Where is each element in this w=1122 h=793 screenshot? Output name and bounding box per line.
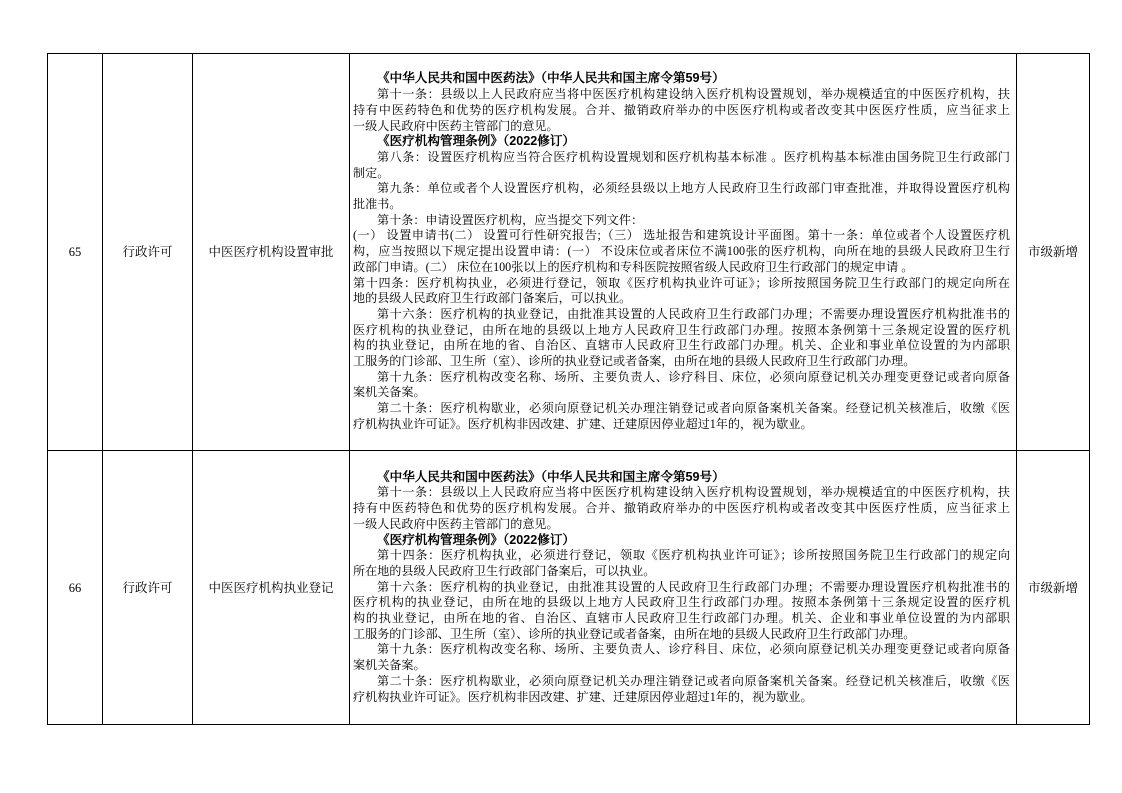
text-line: 第十九条：医疗机构改变名称、场所、主要负责人、诊疗科目、床位，必须向原登记机关办理变更登记或者向原备 xyxy=(377,369,1010,384)
article-paragraph xyxy=(353,228,1010,275)
text-line: 持有中医药特色和优势的医疗机构发展。合并、撤销政府举办的中医医疗机构或者改变其中医医疗性质，应当征求上 xyxy=(353,102,1010,117)
text-line: 构的执业登记，由所在地的省、自治区、直辖市人民政府卫生行政部门办理。机关、企业和事业单位设置的为内部职 xyxy=(353,611,1010,626)
text-line: 制定。 xyxy=(353,165,390,180)
text-line: 《中华人民共和国中医药法》（中华人民共和国主席令第59号） xyxy=(377,71,725,86)
law-title xyxy=(353,71,1010,87)
article-paragraph xyxy=(353,674,1010,705)
article-paragraph xyxy=(353,485,1010,532)
text-line: 持有中医药特色和优势的医疗机构发展。合并、撤销政府举办的中医医疗机构或者改变其中医医疗性质，应当征求上 xyxy=(353,501,1010,516)
text-line: 第十四条：医疗机构执业，必须进行登记，领取《医疗机构执业许可证》；诊所按照国务院卫生行政部门的规定向 xyxy=(377,548,1010,563)
article-paragraph xyxy=(353,401,1010,432)
text-line: 地的县级人民政府卫生行政部门备案后，可以执业。 xyxy=(353,291,632,306)
text-line: 第十六条：医疗机构的执业登记，由批准其设置的人民政府卫生行政部门办理；不需要办理设置医疗机构批准书的 xyxy=(377,579,1010,594)
text-line: 疗机构执业许可证》。医疗机构非因改建、扩建、迁建原因停业超过1年的，视为歇业。 xyxy=(353,689,813,704)
text-line: 第十条：申请设置医疗机构，应当提交下列文件： xyxy=(377,212,644,227)
legal-basis-cell xyxy=(350,451,1017,725)
item-level: 市级新增 xyxy=(1017,54,1090,451)
item-category: 行政许可 xyxy=(103,451,193,725)
licensing-items-table xyxy=(47,53,1090,725)
article-paragraph xyxy=(353,548,1010,579)
text-line: 政部门申请。(二） 床位在100张以上的医疗机构和专科医院按照省级人民政府卫生行政部门的规定申请 。 xyxy=(353,259,914,274)
text-line: 案机关备案。 xyxy=(353,385,426,400)
text-line: 构的执业登记，由所在地的省、自治区、直辖市人民政府卫生行政部门办理。机关、企业和事业单位设置的为内部职 xyxy=(353,338,1010,353)
item-name: 中医医疗机构执业登记 xyxy=(193,451,350,725)
item-number: 66 xyxy=(48,451,103,725)
article-paragraph xyxy=(353,150,1010,181)
text-line: 第十一条：县级以上人民政府应当将中医医疗机构建设纳入医疗机构设置规划，举办规模适宜的中医医疗机构，扶 xyxy=(377,87,1010,102)
article-paragraph xyxy=(353,580,1010,643)
item-level: 市级新增 xyxy=(1017,451,1090,725)
article-paragraph xyxy=(353,370,1010,401)
table-row xyxy=(48,451,1090,725)
article-paragraph xyxy=(353,307,1010,370)
text-line: 第二十条：医疗机构歇业，必须向原登记机关办理注销登记或者向原备案机关备案。经登记机关核准后，收缴《医 xyxy=(377,401,1010,416)
text-line: 医疗机构的执业登记，由所在地的县级以上地方人民政府卫生行政部门办理。按照本条例第十三条规定设置的医疗机 xyxy=(353,322,1010,337)
text-line: 批准书。 xyxy=(353,197,402,212)
text-line: 一级人民政府中医药主管部门的意见。 xyxy=(353,118,559,133)
law-title xyxy=(353,533,1010,549)
legal-basis-cell xyxy=(350,54,1017,451)
text-line: 构，应当按照以下规定提出设置申请：(一） 不设床位或者床位不满100张的医疗机构，向所在地的县级人民政府卫生行 xyxy=(353,244,1010,259)
item-number: 65 xyxy=(48,54,103,451)
text-line: 第八条：设置医疗机构应当符合医疗机构设置规划和医疗机构基本标准 。医疗机构基本标准由国务院卫生行政部门 xyxy=(377,149,1010,164)
article-paragraph xyxy=(353,181,1010,212)
text-line: 第十四条：医疗机构执业，必须进行登记，领取《医疗机构执业许可证》；诊所按照国务院卫生行政部门的规定向所在 xyxy=(353,275,1010,290)
text-line: 《中华人民共和国中医药法》（中华人民共和国主席令第59号） xyxy=(377,469,725,484)
table-body xyxy=(48,54,1090,725)
article-paragraph xyxy=(353,642,1010,673)
text-line: 《医疗机构管理条例》（2022修订） xyxy=(377,134,576,149)
article-paragraph xyxy=(353,213,1010,229)
item-category: 行政许可 xyxy=(103,54,193,451)
text-line: 医疗机构的执业登记，由所在地的县级以上地方人民政府卫生行政部门办理。按照本条例第十三条规定设置的医疗机 xyxy=(353,595,1010,610)
text-line: 第十九条：医疗机构改变名称、场所、主要负责人、诊疗科目、床位，必须向原登记机关办理变更登记或者向原备 xyxy=(377,642,1010,657)
text-line: 第十六条：医疗机构的执业登记，由批准其设置的人民政府卫生行政部门办理；不需要办理设置医疗机构批准书的 xyxy=(377,306,1010,321)
text-line: 工服务的门诊部、卫生所（室）、诊所的执业登记或者备案，由所在地的县级人民政府卫生行政部门办理。 xyxy=(353,626,916,641)
text-line: 一级人民政府中医药主管部门的意见。 xyxy=(353,516,559,531)
table-row xyxy=(48,54,1090,451)
text-line: 第十一条：县级以上人民政府应当将中医医疗机构建设纳入医疗机构设置规划，举办规模适宜的中医医疗机构，扶 xyxy=(377,485,1010,500)
article-paragraph xyxy=(353,87,1010,134)
text-line: 工服务的门诊部、卫生所（室）、诊所的执业登记或者备案，由所在地的县级人民政府卫生行政部门办理。 xyxy=(353,354,916,369)
text-line: 第二十条：医疗机构歇业，必须向原登记机关办理注销登记或者向原备案机关备案。经登记机关核准后，收缴《医 xyxy=(377,673,1010,688)
text-line: 第九条：单位或者个人设置医疗机构，必须经县级以上地方人民政府卫生行政部门审查批准，并取得设置医疗机构 xyxy=(377,181,1010,196)
law-title xyxy=(353,470,1010,486)
item-name: 中医医疗机构设置审批 xyxy=(193,54,350,451)
text-line: (一） 设置申请书(二） 设置可行性研究报告;（三） 选址报告和建筑设计平面图。第十一条：单位或者个人设置医疗机 xyxy=(353,228,1010,243)
text-line: 案机关备案。 xyxy=(353,658,426,673)
law-title xyxy=(353,134,1010,150)
text-line: 所在地的县级人民政府卫生行政部门备案后，可以执业。 xyxy=(353,563,656,578)
article-paragraph xyxy=(353,276,1010,307)
text-line: 疗机构执业许可证》。医疗机构非因改建、扩建、迁建原因停业超过1年的，视为歇业。 xyxy=(353,416,813,431)
text-line: 《医疗机构管理条例》（2022修订） xyxy=(377,532,576,547)
